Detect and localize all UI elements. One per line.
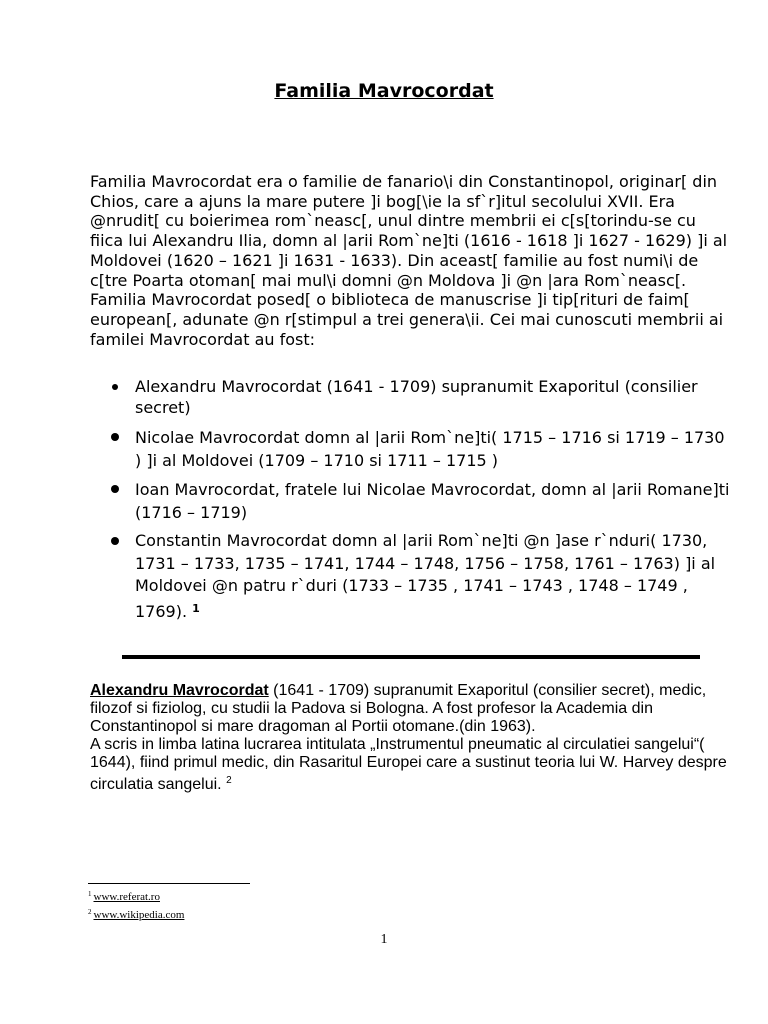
footnote-reference[interactable]: 2 xyxy=(226,775,232,786)
page-number: 1 xyxy=(380,932,388,947)
person-name: Alexandru Mavrocordat xyxy=(90,682,269,699)
list-item xyxy=(90,426,730,472)
list-item xyxy=(90,376,730,418)
bullet-icon xyxy=(111,433,119,441)
footnote-reference[interactable]: 1 xyxy=(192,601,200,615)
paragraph-text: A scris in limba latina lucrarea intitulata „Instrumentul pneumatic al circulatiei sangelui“( 1644), fiind primul medic, din Rasaritul Europei care a sustinut teoria lui W. Harvey despre circulatia sangelui. xyxy=(90,736,727,793)
member-text: Nicolae Mavrocordat domn al |arii Rom`ne]ti( 1715 – 1716 si 1719 – 1730 ) ]i al Moldovei (1709 – 1710 si 1711 – 1715 ) xyxy=(135,428,725,470)
section-divider xyxy=(122,655,700,659)
footnote-number: 2 xyxy=(88,908,92,916)
footnote-separator xyxy=(88,883,250,884)
bullet-icon xyxy=(111,537,119,545)
bullet-icon xyxy=(112,384,118,390)
footnote-item xyxy=(88,887,184,905)
footnote-link[interactable]: www.referat.ro xyxy=(93,891,160,903)
footnote-item xyxy=(88,905,184,923)
footnotes xyxy=(88,887,184,923)
members-list xyxy=(90,376,730,623)
footnote-number: 1 xyxy=(88,890,92,898)
member-text: Alexandru Mavrocordat (1641 - 1709) supranumit Exaporitul (consilier secret) xyxy=(135,377,698,417)
member-text: Ioan Mavrocordat, fratele lui Nicolae Mavrocordat, domn al |arii Romane]ti (1716 – 1719) xyxy=(135,480,730,522)
footnote-link[interactable]: www.wikipedia.com xyxy=(93,909,185,921)
intro-paragraph: Familia Mavrocordat era o familie de fanario\i din Constantinopol, originar[ din Chios, care a ajuns la mare putere ]i bog[\ie la sf`r]itul secolului XVII. Era @nrudit[ cu boierimea rom`neasc[, unul dintre membrii ei c[s[torindu-se cu fiica lui Alexandru Ilia, domn al |arii Rom`ne]ti (1616 - 1618 ]i 1627 - 1629) ]i al Moldovei (1620 – 1621 ]i 1631 - 1633). Din aceast[ familie au fost numi\i de c[tre Poarta otoman[ mai mul\i domni @n Moldova ]i @n |ara Rom`neasc[. Familia Mavrocordat posed[ o biblioteca de manuscrise ]i tip[rituri de faim[ european[, adunate @n r[stimpul a trei genera\ii. Cei mai cunoscuti membrii ai familei Mavrocordat au fost: xyxy=(90,172,728,349)
bullet-icon xyxy=(111,485,119,493)
member-text: Constantin Mavrocordat domn al |arii Rom`ne]ti @n ]ase r`nduri( 1730, 1731 – 1733, 1735 – 1741, 1744 – 1748, 1756 – 1758, 1761 – 1763) ]i al Moldovei @n patru r`duri (1733 – 1735 , 1741 – 1743 , 1748 – 1749 , 1769). xyxy=(135,531,716,621)
list-item xyxy=(90,478,730,524)
alexandru-paragraph xyxy=(90,682,730,794)
list-item xyxy=(90,530,730,623)
paragraph-text: (1641 - 1709) supranumit Exaporitul (consilier secret), medic, filozof si fiziolog, cu studii la Padova si Bologna. A fost profesor la Academia din Constantinopol si mare dragoman al Portii otomane.(din 1963). xyxy=(90,682,707,735)
page-title: Familia Mavrocordat xyxy=(274,80,494,102)
